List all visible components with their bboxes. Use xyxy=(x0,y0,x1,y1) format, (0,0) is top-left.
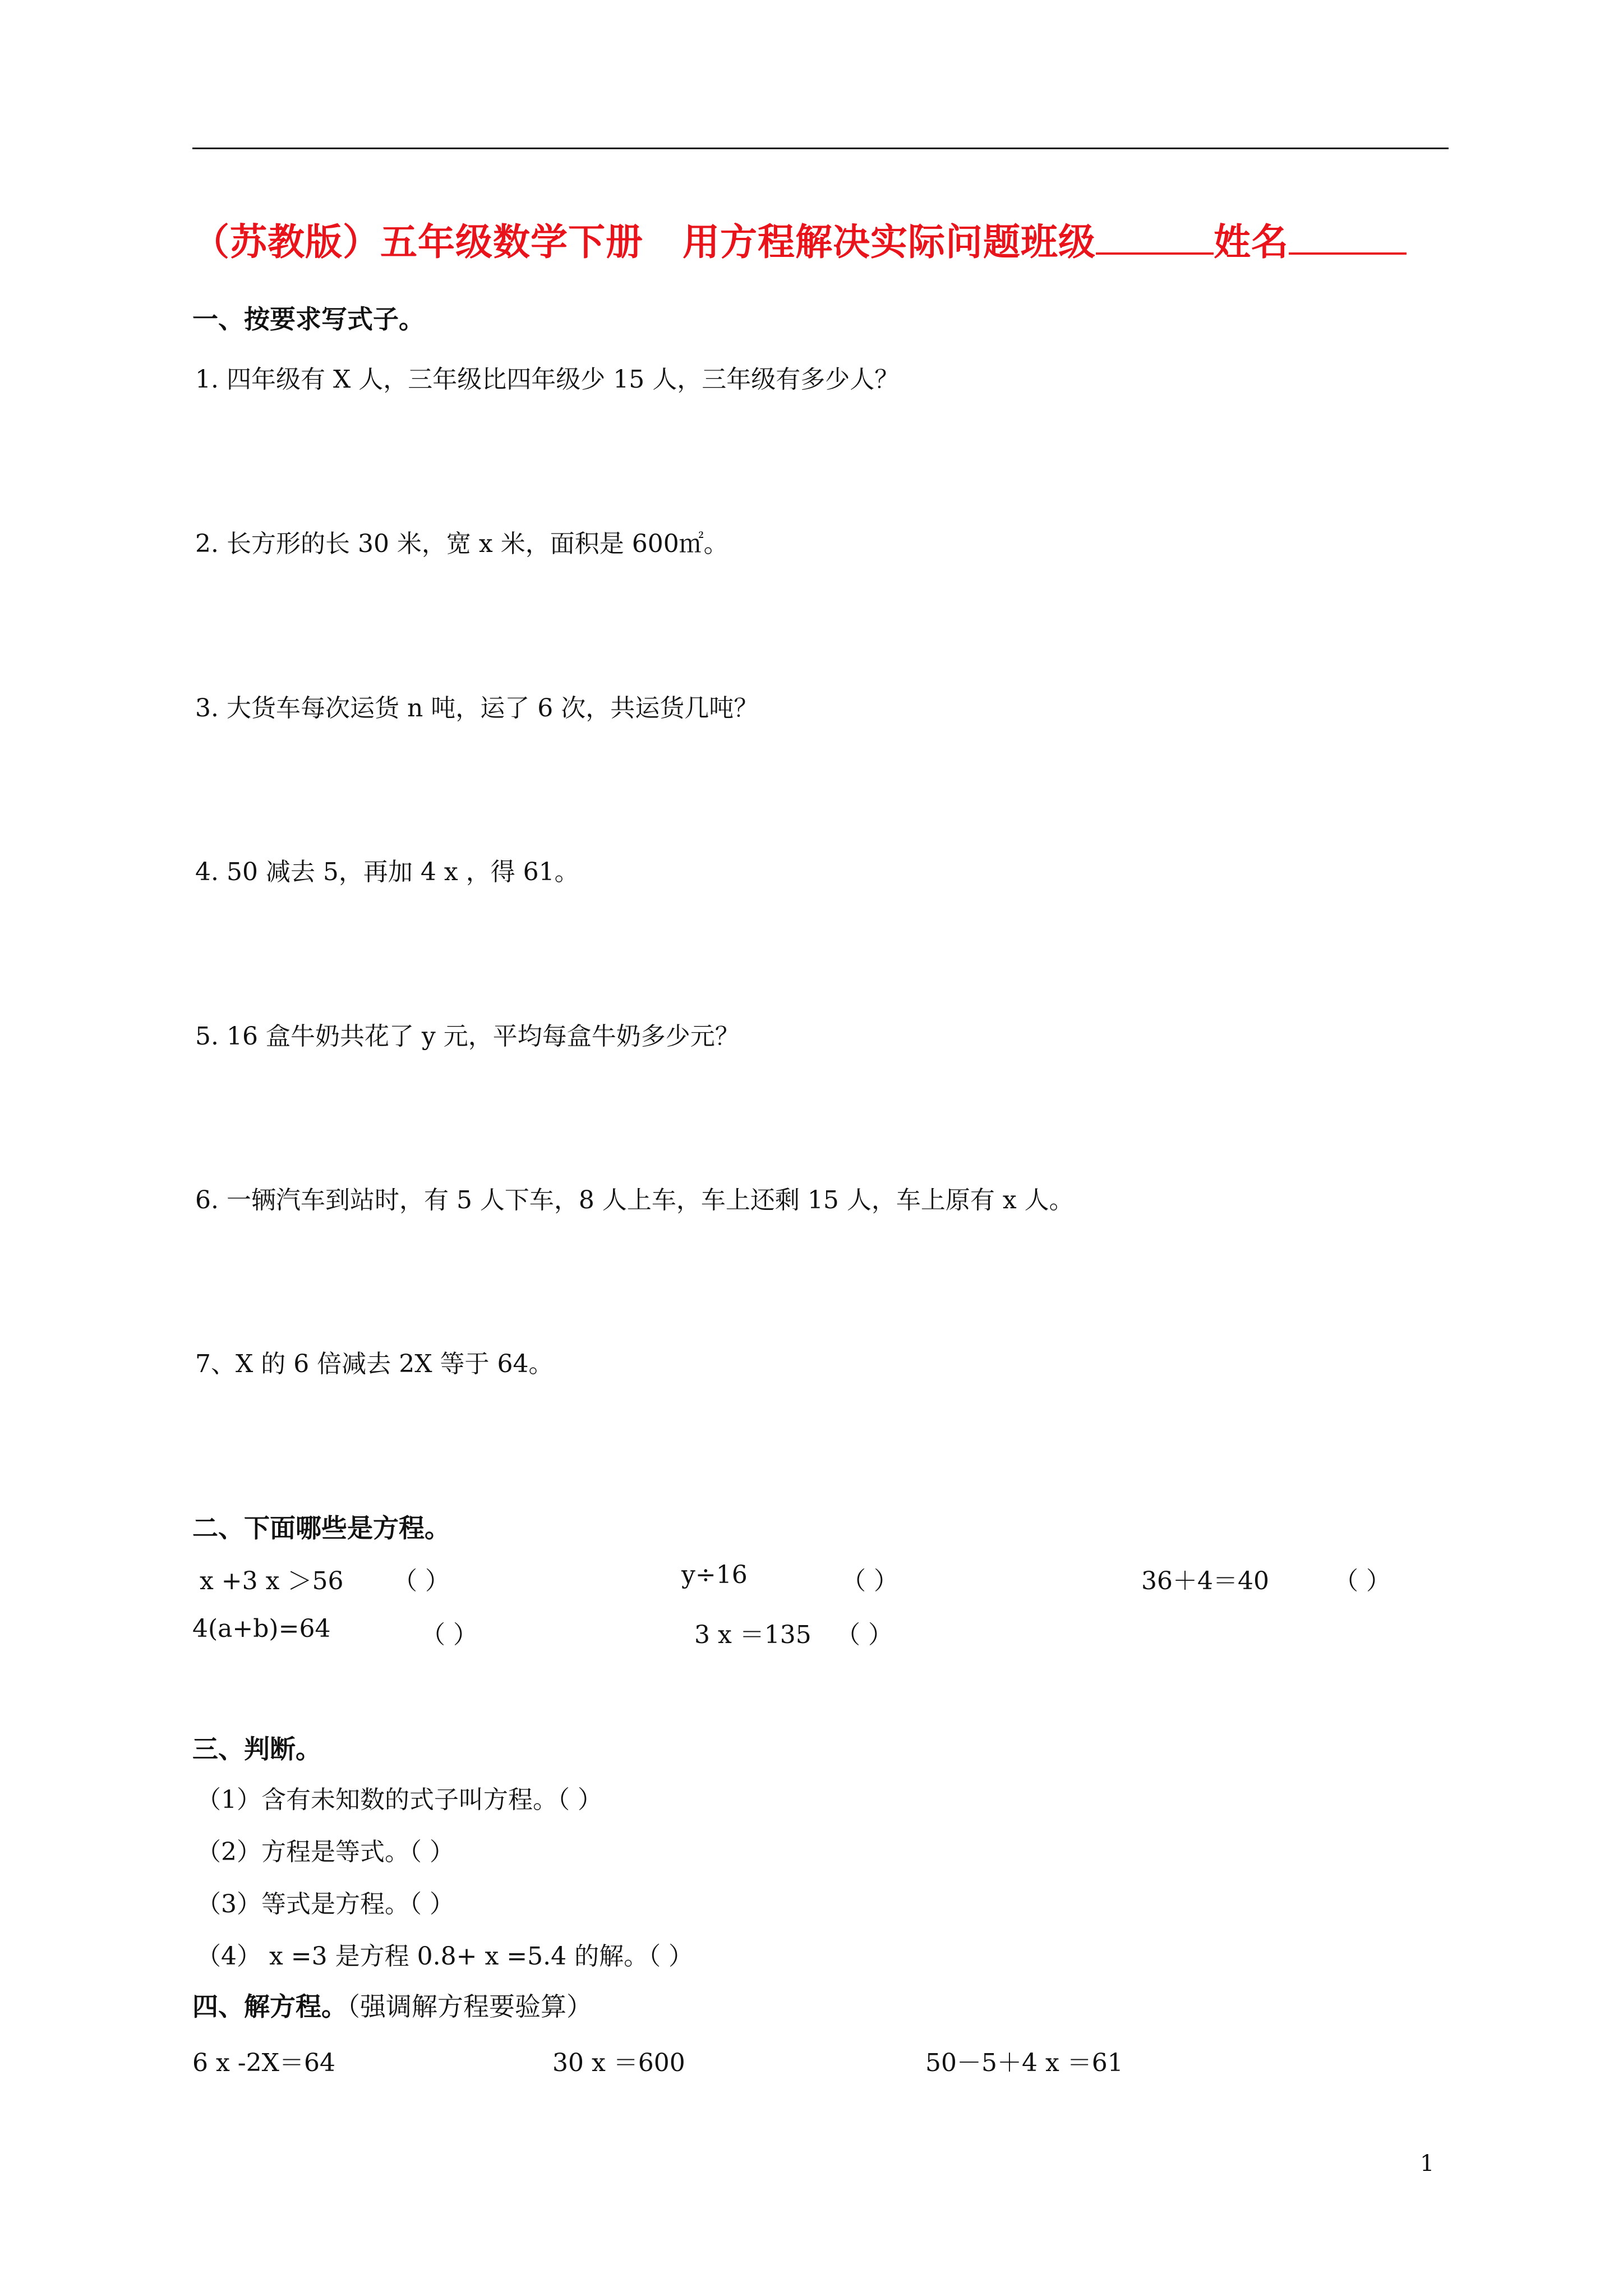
equation-candidate-2: y÷16 xyxy=(681,1561,748,1589)
section-1-heading: 一、按要求写式子。 xyxy=(192,304,425,334)
solve-equation-2: 30 x ＝600 xyxy=(552,2049,685,2077)
equation-candidate-1: x +3 x ＞56 xyxy=(200,1567,344,1595)
section-2-heading: 二、下面哪些是方程。 xyxy=(192,1513,450,1543)
judgement-item-4: （4） x =3 是方程 0.8+ x =5.4 的解。（ ） xyxy=(196,1942,694,1971)
class-blank xyxy=(1096,221,1214,255)
question-6: 6. 一辆汽车到站时，有 5 人下车，8 人上车，车上还剩 15 人，车上原有 x 人。 xyxy=(195,1186,1074,1214)
equation-candidate-5: 3 x ＝135 xyxy=(694,1621,811,1649)
section-3-heading: 三、判断。 xyxy=(192,1734,321,1764)
name-blank xyxy=(1289,221,1407,255)
title-part-3: 姓名 xyxy=(1214,220,1289,264)
equation-candidate-3: 36＋4＝40 xyxy=(1141,1567,1269,1595)
solve-equation-1: 6 x -2X＝64 xyxy=(192,2049,335,2077)
question-2: 2. 长方形的长 30 米，宽 x 米，面积是 600㎡。 xyxy=(195,530,728,558)
judgement-item-3: （3）等式是方程。（ ） xyxy=(196,1890,454,1918)
question-7: 7、X 的 6 倍减去 2X 等于 64。 xyxy=(195,1350,554,1378)
answer-bracket-5: （ ） xyxy=(836,1621,893,1649)
answer-bracket-3: （ ） xyxy=(1334,1567,1391,1595)
question-3: 3. 大货车每次运货 n 吨，运了 6 次，共运货几吨？ xyxy=(195,694,759,723)
answer-bracket-1: （ ） xyxy=(393,1567,450,1595)
answer-bracket-4: （ ） xyxy=(421,1621,478,1649)
section-4-title: 四、解方程。 xyxy=(192,1991,347,2022)
judgement-item-2: （2）方程是等式。（ ） xyxy=(196,1838,454,1866)
title-part-1: （苏教版）五年级数学下册 xyxy=(192,220,643,264)
answer-bracket-2: （ ） xyxy=(841,1567,898,1595)
question-5: 5. 16 盒牛奶共花了 y 元，平均每盒牛奶多少元？ xyxy=(195,1022,740,1051)
header-rule xyxy=(192,148,1449,149)
section-4-note: （强调解方程要验算） xyxy=(347,1991,592,2022)
equation-candidate-4: 4(a+b)=64 xyxy=(192,1614,331,1643)
solve-equation-3: 50－5＋4 x ＝61 xyxy=(925,2049,1123,2077)
page-number: 1 xyxy=(1420,2151,1435,2177)
section-4-heading xyxy=(192,1986,592,2023)
title-part-2: 用方程解决实际问题班级 xyxy=(683,220,1096,264)
judgement-item-1: （1）含有未知数的式子叫方程。（ ） xyxy=(196,1786,602,1814)
question-1: 1. 四年级有 X 人，三年级比四年级少 15 人，三年级有多少人？ xyxy=(195,365,900,394)
document-title xyxy=(192,212,1407,265)
question-4: 4. 50 减去 5，再加 4 x ，得 61。 xyxy=(195,858,579,886)
